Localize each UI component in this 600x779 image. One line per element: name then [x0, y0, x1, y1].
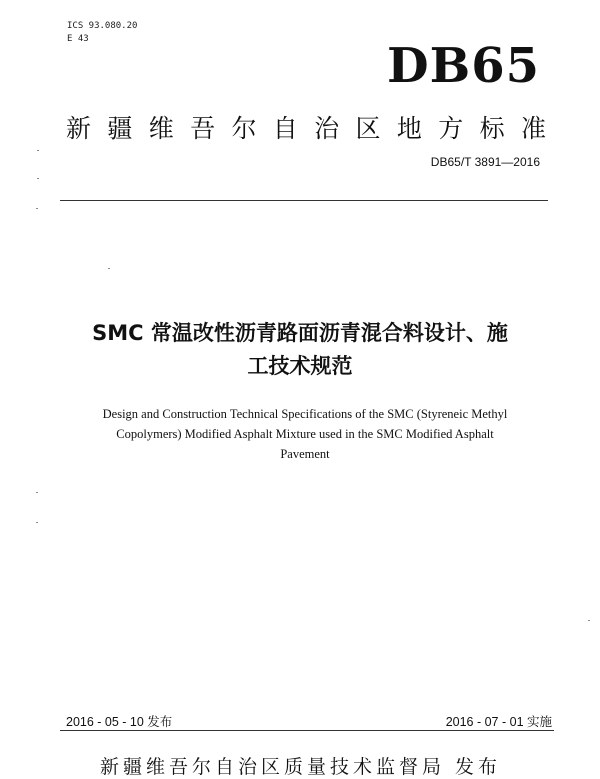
- title-en-line-2: Copolymers) Modified Asphalt Mixture used in the SMC Modified Asphalt: [116, 427, 494, 441]
- standard-logo: DB65: [387, 38, 540, 94]
- scan-speck: [588, 620, 590, 621]
- scan-speck: [108, 268, 110, 269]
- title-cn-line-1: SMC 常温改性沥青路面沥青混合料设计、施: [92, 321, 508, 345]
- title-cn-line-2: 工技术规范: [247, 354, 353, 378]
- implement-date: 2016 - 07 - 01 实施: [445, 715, 552, 729]
- ics-code: ICS 93.080.20: [67, 21, 138, 31]
- footer-divider: [60, 730, 554, 731]
- document-title-en: [60, 404, 550, 464]
- scan-speck: [36, 522, 38, 523]
- issue-date: 2016 - 05 - 10 发布: [66, 715, 173, 729]
- title-en-line-3: Pavement: [280, 447, 330, 461]
- scan-speck: [36, 492, 38, 493]
- scan-speck: [37, 150, 39, 151]
- scan-speck: [36, 208, 38, 209]
- standard-category-title: 新疆维吾尔自治区地方标准: [66, 114, 546, 143]
- ccs-code: E 43: [67, 34, 89, 44]
- header-divider: [60, 200, 548, 201]
- classification-codes: [67, 20, 137, 46]
- scan-speck: [37, 178, 39, 179]
- publisher: 新疆维吾尔自治区质量技术监督局 发布: [100, 756, 502, 778]
- standard-number: DB65/T 3891—2016: [430, 155, 540, 169]
- document-title-cn: [58, 317, 542, 383]
- title-en-line-1: Design and Construction Technical Specifications of the SMC (Styreneic Methyl: [102, 407, 508, 421]
